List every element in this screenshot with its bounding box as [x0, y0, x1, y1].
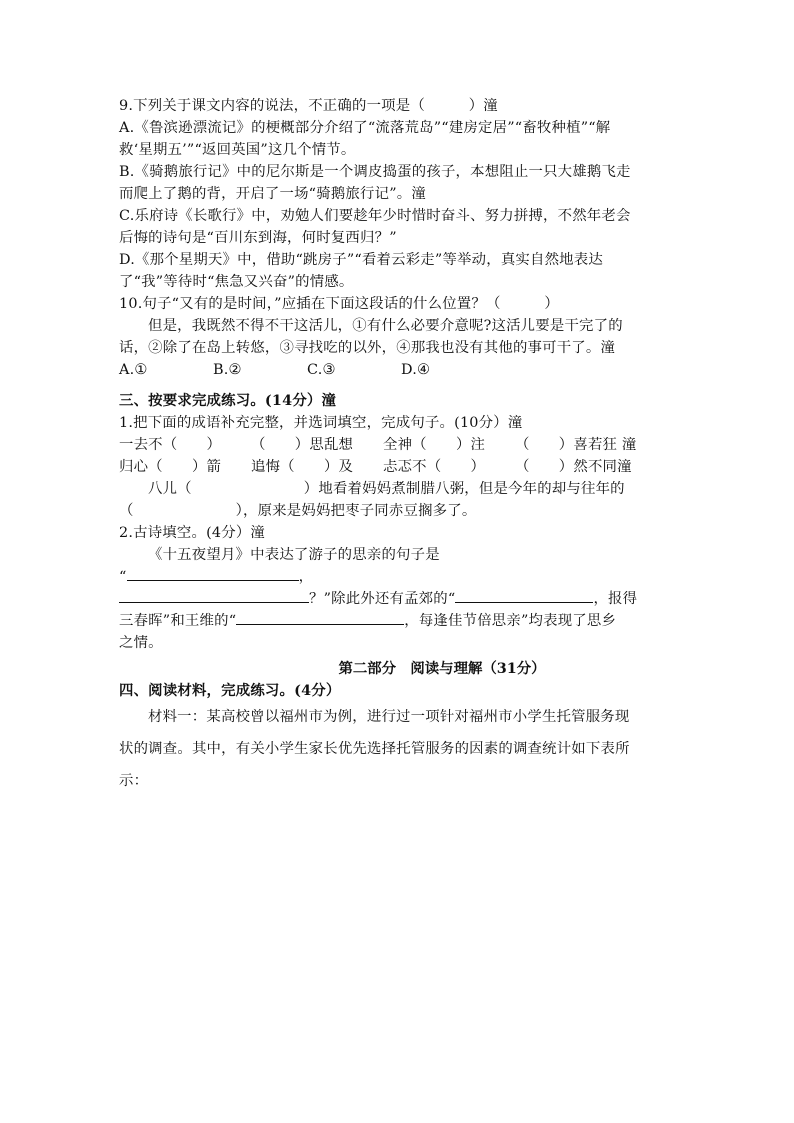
q9-option-a-line1: A.《鲁滨逊漂流记》的梗概部分介绍了“流落荒岛”“建房定居”“畜牧种植”“解 [119, 120, 611, 136]
section3-title: 三、按要求完成练习。(14分）潼 [119, 392, 337, 409]
fill-sentence-line2 [119, 500, 679, 522]
q10-passage-line2: 话，②除了在岛上转悠，③寻找吃的以外，④那我也没有其他的事可干了。潼 [119, 340, 616, 356]
q9-option-a-line2: 救‘星期五’”“返回英国”这几个情节。 [119, 142, 356, 158]
section4-title: 四、阅读材料，完成练习。(4分） [119, 682, 341, 699]
poem-line2 [119, 566, 679, 588]
poem-line1: 《十五夜望月》中表达了游子的思亲的句子是 [148, 547, 440, 563]
q9-option-c-line2: 后悔的诗句是“百川东到海，何时复西归？” [119, 230, 397, 246]
idiom-7: 忐忑不（ ） [383, 459, 486, 475]
idiom-row-2 [119, 456, 679, 478]
poem-line3 [119, 588, 679, 610]
q10-stem: 10.句子“又有的是时间，”应插在下面这段话的什么位置？（ ） [119, 296, 559, 312]
poem-open-quote: “ [119, 569, 127, 585]
idiom-6: 追悔（ ）及 [251, 459, 354, 475]
part2-title: 第二部分 阅读与理解（31分） [338, 660, 546, 677]
poem-blank-2[interactable] [119, 588, 309, 603]
q10-option-b: B.② [213, 362, 242, 378]
q10-passage-line1: 但是，我既然不得不干这活儿，①有什么必要介意呢?这活儿要是干完了的 [148, 318, 623, 334]
s3-q2-stem: 2.古诗填空。(4分）潼 [119, 525, 266, 541]
q9-option-d-line2: 了“我”等待时“焦急又兴奋”的情感。 [119, 274, 354, 290]
q10-option-c: C.③ [307, 362, 336, 378]
idiom-row-1 [119, 434, 679, 456]
idiom-3: 全神（ ）注 [383, 437, 486, 453]
q9-option-b-line2: 而爬上了鹅的背，开启了一场“骑鹅旅行记”。潼 [119, 186, 426, 202]
idiom-1: 一去不（ ） [119, 437, 222, 453]
poem-line3-text: ？”除此外还有孟郊的“ [309, 591, 456, 607]
idiom-5: 归心（ ）箭 [119, 459, 222, 475]
poem-blank-3[interactable] [455, 588, 593, 603]
q10-options [119, 359, 679, 381]
poem-line4-tail: ，每逢佳节倍思亲”均表现了思乡 [404, 613, 617, 629]
fill-sentence-2a: （ [119, 503, 134, 519]
poem-line3-tail: ，报得 [593, 591, 638, 607]
q10-option-a: A.① [119, 362, 148, 378]
s3-q1-stem: 1.把下面的成语补充完整，并选词填空，完成句子。(10分）潼 [119, 415, 523, 431]
fill-sentence-2b: ），原来是妈妈把枣子同赤豆搁多了。 [235, 503, 477, 519]
q9-option-b-line1: B.《骑鹅旅行记》中的尼尔斯是一个调皮捣蛋的孩子，本想阻止一只大雄鹅飞走 [119, 164, 631, 180]
idiom-2: （ ）思乱想 [251, 437, 354, 453]
poem-line4 [119, 610, 679, 632]
poem-line5: 之情。 [119, 635, 163, 651]
q9-stem: 9.下列关于课文内容的说法，不正确的一项是（ ）潼 [119, 98, 498, 114]
material1-line1: 材料一：某高校曾以福州市为例，进行过一项针对福州市小学生托管服务现 [148, 709, 630, 725]
poem-blank-1[interactable] [127, 566, 299, 581]
fill-sentence-1a: 八儿（ [148, 481, 192, 497]
material1-line3: 示： [119, 773, 149, 789]
idiom-4: （ ）喜若狂 潼 [515, 437, 637, 453]
poem-comma: ， [298, 569, 314, 585]
q9-option-d-line1: D.《那个星期天》中，借助“跳房子”“看着云彩走”等举动，真实自然地表达 [119, 252, 603, 268]
poem-blank-4[interactable] [236, 610, 404, 625]
idiom-8: （ ）然不同潼 [515, 459, 632, 475]
fill-sentence-1b: ）地看着妈妈煮制腊八粥，但是今年的却与往年的 [303, 481, 625, 497]
poem-line4-text: 三春晖”和王维的“ [119, 613, 237, 629]
q9-option-c-line1: C.乐府诗《长歌行》中，劝勉人们要趁年少时惜时奋斗、努力拼搏，不然年老会 [119, 208, 631, 224]
q10-option-d: D.④ [401, 362, 431, 378]
fill-sentence-line1 [119, 478, 708, 500]
material1-line2: 状的调查。其中，有关小学生家长优先选择托管服务的因素的调查统计如下表所 [119, 741, 630, 757]
